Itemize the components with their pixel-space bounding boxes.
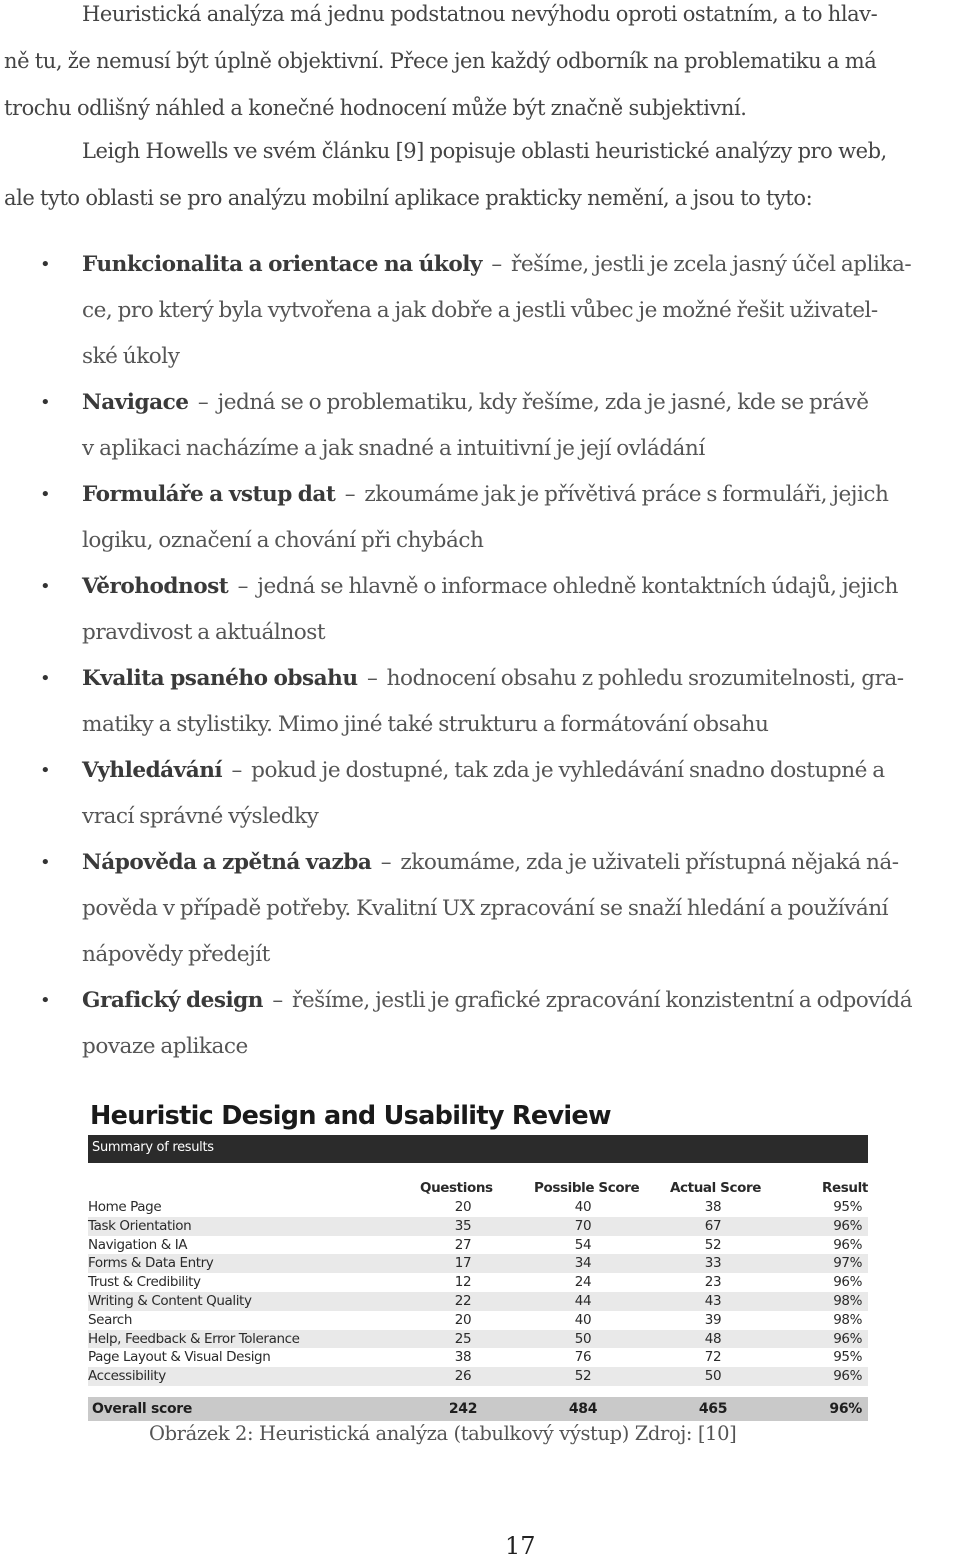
table-row [88,1330,868,1349]
row-label: Trust & Credibility [88,1274,201,1291]
list-item [0,978,960,1070]
row-possible-score: 70 [574,1217,592,1234]
text-line: Heuristická analýza má jednu podstatnou nevýhodu oproti ostatním, a to hlav- [82,2,878,26]
results-table [88,1198,868,1386]
column-header-possible-score: Possible Score [534,1180,640,1196]
row-result: 96% [833,1330,862,1347]
table-row [88,1217,868,1236]
table-row [88,1236,868,1255]
row-result: 96% [833,1236,862,1253]
bullet-icon: • [40,990,51,1011]
page-number: 17 [505,1532,536,1560]
paragraph-disadvantage [4,0,958,132]
bullet-icon: • [40,668,51,689]
row-questions: 25 [454,1330,472,1347]
list-item-text: řešíme, jestli je grafické zpracování konzistentní a odpovídá [292,988,913,1013]
row-label: Navigation & IA [88,1236,188,1253]
list-item-text: povaze aplikace [82,1034,248,1059]
list-item-text: jedná se o problematiku, kdy řešíme, zda je jasné, kde se právě [217,390,869,415]
row-result: 97% [833,1255,862,1272]
bullet-icon: • [40,576,51,597]
overall-questions: 242 [448,1401,478,1417]
overall-score-label: Overall score [92,1401,193,1417]
row-result: 98% [833,1311,862,1328]
table-row [88,1367,868,1386]
dash: – [366,666,378,691]
row-actual-score: 38 [704,1199,722,1215]
heuristic-review-figure [84,1095,868,1422]
dash: – [272,988,283,1013]
bullet-icon: • [40,852,51,873]
dash: – [491,252,502,277]
bullet-icon: • [40,254,51,275]
row-result: 98% [833,1292,862,1309]
row-possible-score: 52 [574,1368,592,1385]
list-item-text: pravdivost a aktuálnost [82,620,325,645]
column-header-actual-score: Actual Score [670,1180,761,1196]
list-item-term: Vyhledávání [82,758,223,783]
row-actual-score: 67 [704,1217,722,1234]
list-item-text: vrací správné výsledky [82,804,319,829]
row-questions: 20 [454,1311,472,1328]
row-possible-score: 40 [574,1199,592,1215]
overall-result: 96% [829,1401,862,1417]
row-label: Forms & Data Entry [88,1255,214,1272]
list-item-text: matiky a stylistiky. Mimo jiné také strukturu a formátování obsahu [82,712,769,737]
list-item [0,656,960,748]
row-questions: 35 [454,1217,472,1234]
list-item-text: pověda v případě potřeby. Kvalitní UX zpracování se snaží hledání a používání [82,896,889,921]
row-result: 96% [833,1217,862,1234]
list-item-text: pokud je dostupné, tak zda je vyhledávání snadno dostupné a [251,758,885,783]
list-item-term: Kvalita psaného obsahu [82,666,358,691]
list-item [0,472,960,564]
figure-title: Heuristic Design and Usability Review [90,1101,611,1131]
list-item-term: Věrohodnost [82,574,229,599]
heuristic-areas-list [0,242,960,1070]
row-actual-score: 48 [704,1330,722,1347]
dash: – [197,390,209,415]
row-label: Home Page [88,1199,162,1215]
dash: – [344,482,356,507]
list-item-term: Nápověda a zpětná vazba [82,850,372,875]
bullet-icon: • [40,760,51,781]
row-actual-score: 72 [704,1349,722,1366]
row-result: 96% [833,1274,862,1291]
row-label: Task Orientation [88,1217,192,1234]
row-result: 96% [833,1368,862,1385]
paragraph-howells [4,128,958,222]
row-label: Search [88,1311,132,1328]
list-item-term: Formuláře a vstup dat [82,482,336,507]
list-item-text: ce, pro který byla vytvořena a jak dobře a jestli vůbec je možné řešit uživatel- [82,298,878,323]
row-questions: 27 [454,1236,472,1253]
figure-subtitle-bar [88,1135,868,1163]
figure-caption: Obrázek 2: Heuristická analýza (tabulkový výstup) Zdroj: [10] [149,1422,737,1445]
row-actual-score: 39 [704,1311,722,1328]
figure-subtitle: Summary of results [92,1140,214,1155]
overall-actual-score: 465 [698,1401,728,1417]
list-item-text: nápovědy předejít [82,942,270,967]
row-questions: 17 [454,1255,472,1272]
table-row [88,1254,868,1273]
table-row [88,1348,868,1367]
row-label: Accessibility [88,1368,166,1385]
list-item-text: v aplikaci nacházíme a jak snadné a intuitivní je její ovládání [82,436,705,461]
row-possible-score: 44 [574,1292,592,1309]
row-questions: 22 [454,1292,472,1309]
bullet-icon: • [40,392,51,413]
row-possible-score: 50 [574,1330,592,1347]
table-row [88,1311,868,1330]
bullet-icon: • [40,484,51,505]
row-label: Help, Feedback & Error Tolerance [88,1330,300,1347]
list-item-term: Funkcionalita a orientace na úkoly [82,252,482,277]
list-item-text: logiku, označení a chování při chybách [82,528,484,553]
table-row [88,1273,868,1292]
row-possible-score: 34 [574,1255,592,1272]
list-item [0,380,960,472]
row-result: 95% [833,1199,862,1215]
list-item-text: ské úkoly [82,344,180,369]
text-line: ně tu, že nemusí být úplně objektivní. Přece jen každý odborník na problematiku a má [4,49,877,73]
row-questions: 26 [454,1368,472,1385]
list-item-text: řešíme, jestli je zcela jasný účel aplika- [511,252,912,277]
row-actual-score: 43 [704,1292,722,1309]
row-possible-score: 24 [574,1274,592,1291]
text-line: trochu odlišný náhled a konečné hodnocení může být značně subjektivní. [4,96,747,120]
dash: – [380,850,391,875]
row-possible-score: 54 [574,1236,592,1253]
list-item [0,564,960,656]
list-item-text: jedná se hlavně o informace ohledně kontaktních údajů, jejich [257,574,898,599]
row-questions: 38 [454,1349,472,1366]
row-label: Writing & Content Quality [88,1292,252,1309]
row-label: Page Layout & Visual Design [88,1349,271,1366]
row-questions: 12 [454,1274,472,1291]
list-item-text: hodnocení obsahu z pohledu srozumitelnosti, gra- [386,666,904,691]
table-row [88,1198,868,1217]
overall-possible-score: 484 [568,1401,598,1417]
row-result: 95% [833,1349,862,1366]
row-actual-score: 33 [704,1255,722,1272]
dash: – [237,574,248,599]
list-item [0,840,960,978]
table-row [88,1292,868,1311]
list-item-text: zkoumáme jak je přívětivá práce s formuláři, jejich [364,482,889,507]
row-possible-score: 76 [574,1349,592,1366]
column-header-questions: Questions [420,1180,493,1196]
list-item [0,748,960,840]
column-header-result: Result [822,1180,868,1196]
dash: – [231,758,242,783]
row-actual-score: 23 [704,1274,722,1291]
list-item-term: Grafický design [82,988,263,1013]
row-possible-score: 40 [574,1311,592,1328]
list-item [0,242,960,380]
list-item-text: zkoumáme, zda je uživateli přístupná nějaká ná- [400,850,899,875]
row-questions: 20 [454,1199,472,1215]
text-line: ale tyto oblasti se pro analýzu mobilní aplikace prakticky nemění, a jsou to tyto: [4,186,813,210]
row-actual-score: 52 [704,1236,722,1253]
list-item-term: Navigace [82,390,189,415]
row-actual-score: 50 [704,1368,722,1385]
text-line: Leigh Howells ve svém článku [9] popisuje oblasti heuristické analýzy pro web, [82,139,887,163]
